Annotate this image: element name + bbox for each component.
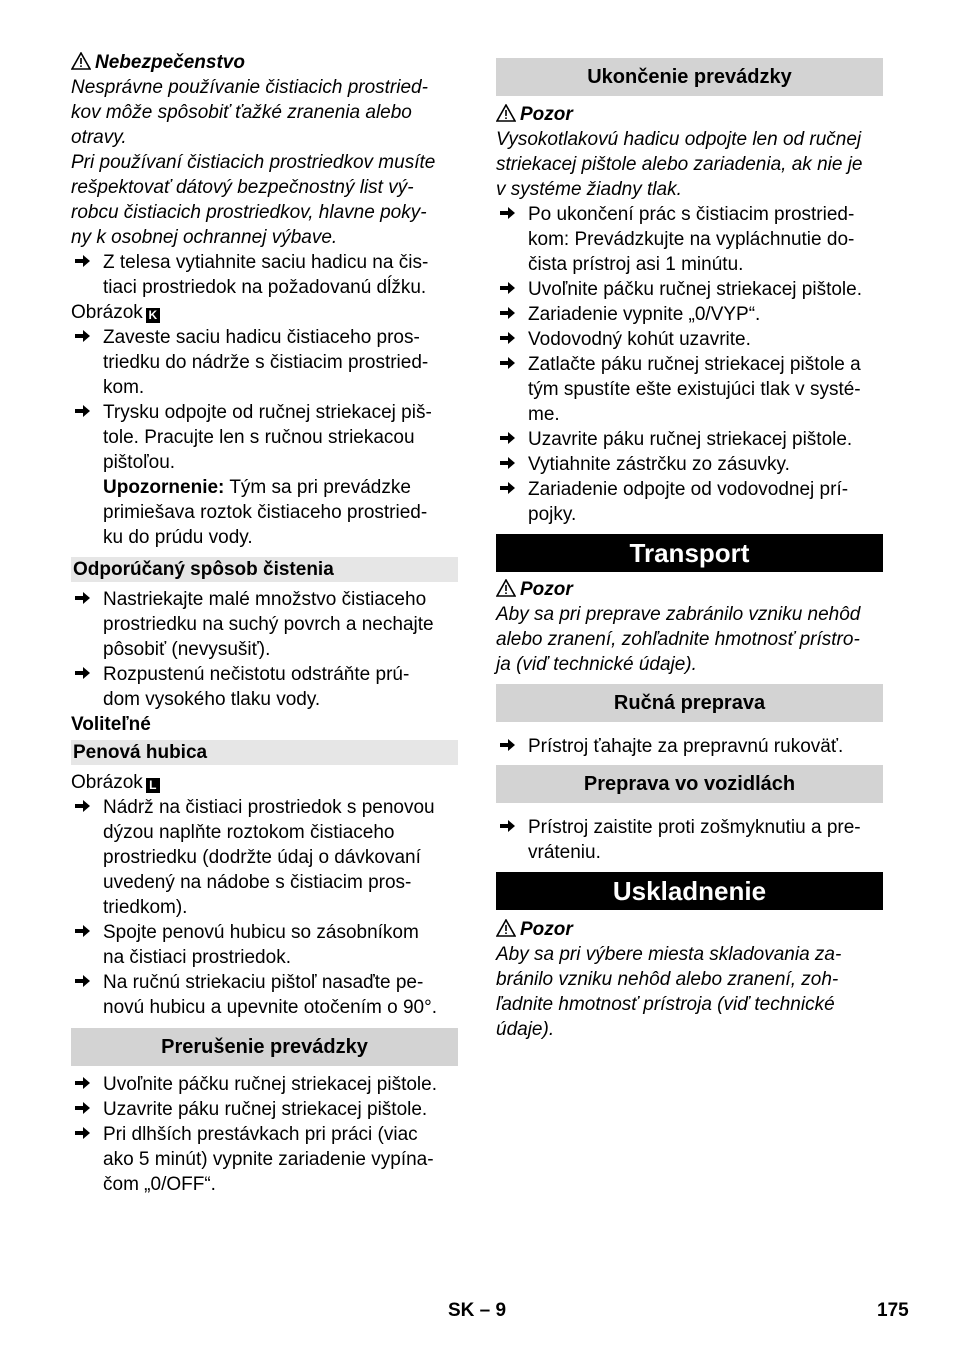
interruption-heading: Prerušenie prevádzky	[71, 1028, 458, 1066]
manual-transport-heading: Ručná preprava	[496, 684, 883, 722]
list-item: Vytiahnite zástrčku zo zásuvky.	[496, 452, 883, 477]
caution-heading: Pozor	[496, 577, 883, 602]
list-item: Po ukončení prác s čistiacim prostried- kom: Prevádzkujte na vypláchnutie do- čista prístroj asi 1 minútu.	[496, 202, 883, 277]
arrow-right-icon	[498, 202, 520, 227]
arrow-right-icon	[498, 452, 520, 477]
figure-reference: Obrázok K	[71, 300, 458, 325]
arrow-right-icon	[73, 1072, 95, 1097]
arrow-right-icon	[73, 1122, 95, 1147]
arrow-right-icon	[73, 250, 95, 275]
arrow-right-icon	[73, 920, 95, 945]
list-item: Zariadenie odpojte od vodovodnej prí- pojky.	[496, 477, 883, 527]
list-item: Vodovodný kohút uzavrite.	[496, 327, 883, 352]
figure-letter-badge: L	[146, 778, 160, 793]
list-item: Pri dlhších prestávkach pri práci (viac ako 5 minút) vypnite zariadenie vypína- čom „0/OFF“.	[71, 1122, 458, 1197]
arrow-right-icon	[73, 1097, 95, 1122]
list-item: Prístroj zaistite proti zošmyknutiu a pre- vráteniu.	[496, 815, 883, 865]
caution-text: Vysokotlakovú hadicu odpojte len od ručnej striekacej pištole alebo zariadenia, ak nie je v systéme žiadny tlak.	[496, 129, 863, 200]
optional-label: Voliteľné	[71, 714, 151, 735]
arrow-right-icon	[498, 477, 520, 502]
list-item: Nastriekajte malé množstvo čistiaceho prostriedku na suchý povrch a nechajte pôsobiť (nevysušiť).	[71, 587, 458, 662]
arrow-right-icon	[73, 325, 95, 350]
arrow-right-icon	[498, 277, 520, 302]
list-item: Rozpustenú nečistotu odstráňte prú- dom vysokého tlaku vody.	[71, 662, 458, 712]
note-label: Upozornenie:	[103, 477, 225, 498]
arrow-right-icon	[498, 734, 520, 759]
list-item: Spojte penovú hubicu so zásobníkom na čistiaci prostriedok.	[71, 920, 458, 970]
caution-text: Aby sa pri preprave zabránilo vzniku nehôd alebo zranení, zohľadnite hmotnosť prístro- ja (viď technické údaje).	[496, 604, 861, 675]
warning-triangle-icon	[496, 102, 520, 127]
right-column	[496, 58, 883, 1042]
list-item: Na ručnú striekaciu pištoľ nasaďte pe- novú hubicu a upevnite otočením o 90°.	[71, 970, 458, 1020]
list-item: Zaveste saciu hadicu čistiaceho pros- triedku do nádrže s čistiacim prostried- kom.	[71, 325, 458, 400]
figure-reference: Obrázok L	[71, 770, 458, 795]
transport-heading: Transport	[496, 534, 883, 572]
arrow-right-icon	[498, 302, 520, 327]
recommended-cleaning-heading: Odporúčaný spôsob čistenia	[71, 557, 458, 582]
list-item: Uzavrite páku ručnej striekacej pištole.	[496, 427, 883, 452]
arrow-right-icon	[73, 970, 95, 995]
caution-heading: Pozor	[496, 917, 883, 942]
arrow-right-icon	[498, 352, 520, 377]
warning-triangle-icon	[496, 917, 520, 942]
left-column	[71, 50, 458, 1197]
list-item: Uvoľnite páčku ručnej striekacej pištole.	[496, 277, 883, 302]
note-block: Upozornenie: Tým sa pri prevádzke primiešava roztok čistiaceho prostried- ku do prúdu vody.	[103, 477, 428, 548]
warning-triangle-icon	[71, 50, 95, 75]
list-item: Uzavrite páku ručnej striekacej pištole.	[71, 1097, 458, 1122]
figure-letter-badge: K	[146, 308, 160, 323]
caution-text: Aby sa pri výbere miesta skladovania za- bránilo vzniku nehôd alebo zranení, zoh- ľadnite hmotnosť prístroja (viď technické údaje).	[496, 944, 842, 1040]
warning-triangle-icon	[496, 577, 520, 602]
danger-heading: Nebezpečenstvo	[71, 50, 458, 75]
footer-section-label: SK – 9	[448, 1300, 507, 1321]
arrow-right-icon	[498, 427, 520, 452]
footer-page-number: 175	[877, 1300, 909, 1321]
storage-heading: Uskladnenie	[496, 872, 883, 910]
list-item: Trysku odpojte od ručnej striekacej piš- tole. Pracujte len s ručnou striekacou pištoľou.	[71, 400, 458, 475]
danger-text: Nesprávne používanie čistiacich prostried- kov môže spôsobiť ťažké zranenia alebo otravy. Pri používaní čistiacich prostriedkov musíte rešpektovať dátový bezpečnostný list vý- robcu čistiacich prostriedkov, hlavne poky- ny k osobnej ochrannej výbave.	[71, 77, 436, 248]
arrow-right-icon	[73, 795, 95, 820]
vehicle-transport-heading: Preprava vo vozidlách	[496, 765, 883, 803]
list-item: Z telesa vytiahnite saciu hadicu na čis- tiaci prostriedok na požadovanú dĺžku.	[71, 250, 458, 300]
arrow-right-icon	[498, 815, 520, 840]
list-item: Uvoľnite páčku ručnej striekacej pištole.	[71, 1072, 458, 1097]
arrow-right-icon	[498, 327, 520, 352]
foam-nozzle-heading: Penová hubica	[71, 740, 458, 765]
arrow-right-icon	[73, 400, 95, 425]
list-item: Zatlačte páku ručnej striekacej pištole a tým spustíte ešte existujúci tlak v systé- me.	[496, 352, 883, 427]
list-item: Zariadenie vypnite „0/VYP“.	[496, 302, 883, 327]
list-item: Prístroj ťahajte za prepravnú rukoväť.	[496, 734, 883, 759]
end-operation-heading: Ukončenie prevádzky	[496, 58, 883, 96]
list-item: Nádrž na čistiaci prostriedok s penovou dýzou naplňte roztokom čistiaceho prostriedku (dodržte údaj o dávkovaní uvedený na nádobe s čistiacim pros- triedkom).	[71, 795, 458, 920]
arrow-right-icon	[73, 662, 95, 687]
arrow-right-icon	[73, 587, 95, 612]
caution-heading: Pozor	[496, 102, 883, 127]
